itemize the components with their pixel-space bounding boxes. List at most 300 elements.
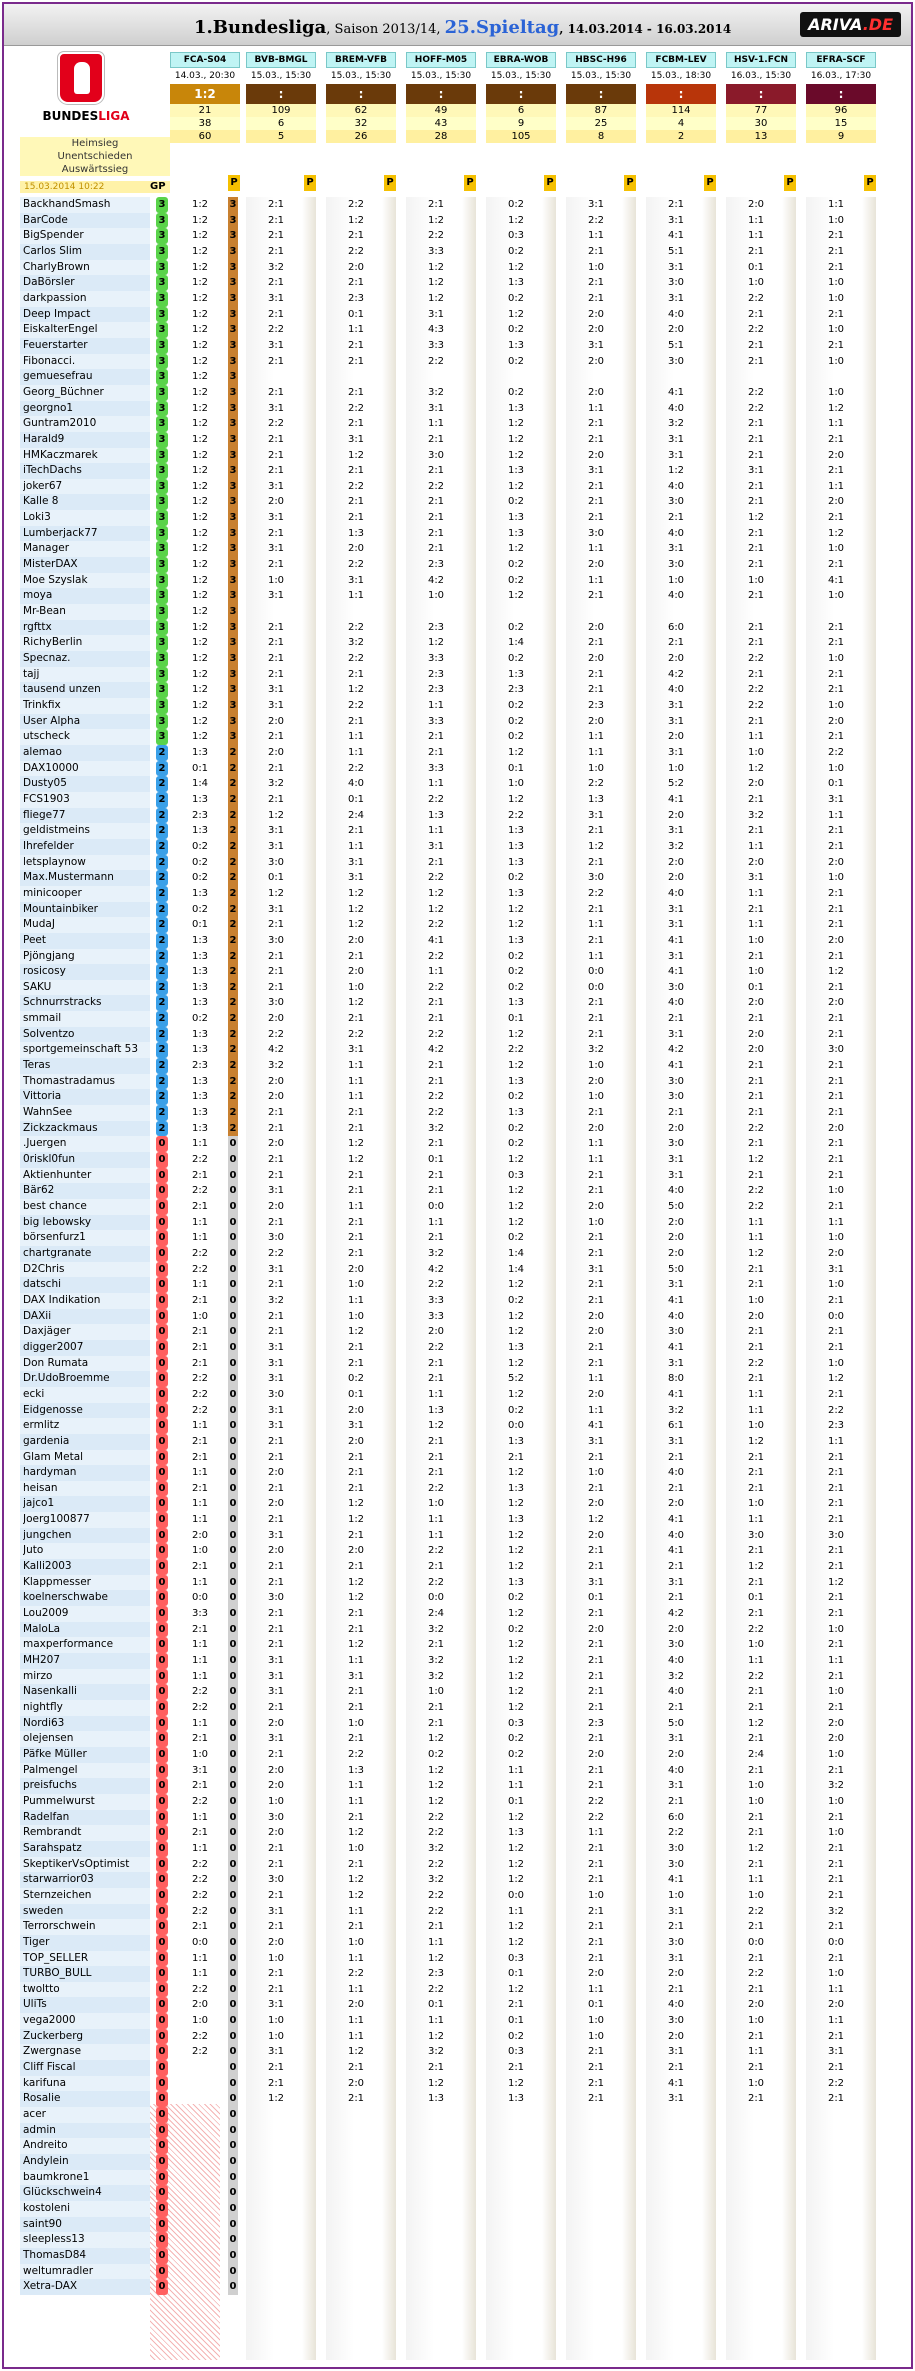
player-name[interactable]: hardyman [23,1466,77,1479]
player-name[interactable]: maxperformance [23,1638,114,1651]
player-name[interactable]: sportgemeinschaft 53 [23,1043,139,1056]
player-name[interactable]: Kalle 8 [23,495,59,508]
stat-unentschieden: 43 [406,117,476,130]
player-name[interactable]: Päfke Müller [23,1747,87,1760]
table-row [20,1246,890,1262]
match-header-fcbm-lev[interactable] [646,52,716,143]
match-header-hbsc-h96[interactable] [566,52,636,143]
gp-badge: 2 [156,823,168,839]
player-name[interactable]: smmail [23,1012,62,1025]
tip-cell: 3:0 [667,1936,685,1948]
tip-cell: 1:0 [827,1686,845,1698]
player-name[interactable]: Loki3 [23,511,51,524]
table-row [20,1559,890,1575]
tip-cell: 2:1 [267,1983,285,1995]
table-row [20,557,890,573]
player-name[interactable]: Radelfan [23,1810,70,1823]
tip-cell: 1:0 [267,1795,285,1807]
tip-cell: 2:2 [191,2030,209,2042]
player-name[interactable]: geldistmeins [23,824,90,837]
tip-cell: 1:3 [507,840,525,852]
tip-cell: 2:1 [267,527,285,539]
player-name[interactable]: nightfly [23,1701,63,1713]
tip-cell: 2:2 [827,1404,845,1416]
tip-cell: 2:2 [587,1811,605,1823]
tip-cell: 1:2 [191,700,209,711]
tip-cell: 2:1 [747,1576,765,1588]
stat-label-unentschieden: Unentschieden [20,150,170,163]
player-name[interactable]: Tiger [23,1935,50,1948]
tip-cell: 2:2 [427,480,445,492]
player-name[interactable]: sleepless13 [23,2233,85,2246]
tip-cell: 1:2 [191,527,209,539]
player-name[interactable]: Andreito [23,2139,68,2152]
tip-cell: 4:0 [667,402,685,414]
tip-cell: 4:0 [667,1999,685,2011]
tip-cell: 1:2 [507,1529,525,1541]
player-name[interactable]: Vittoria [23,1090,62,1103]
player-name[interactable]: Schnurrstracks [23,996,102,1009]
tip-cell: 1:2 [507,1216,525,1228]
tip-cell: 3:1 [267,1373,285,1385]
tip-cell: 2:1 [427,1075,445,1087]
tip-cell: 0:1 [747,1592,765,1604]
tip-cell: 2:1 [347,496,365,508]
tip-cell: 2:0 [747,1999,765,2011]
tip-cell: 2:2 [427,1576,445,1588]
player-name[interactable]: BigSpender [23,229,84,242]
player-name[interactable]: Kalli2003 [23,1560,72,1573]
player-name[interactable]: Mr-Bean [23,605,66,618]
tip-cell: 2:1 [827,668,845,680]
tip-cell: 2:1 [827,1138,845,1150]
tip-cell: 1:1 [507,1780,525,1792]
player-name[interactable]: Zuckerberg [23,2029,84,2042]
player-name[interactable]: Feuerstarter [23,338,88,351]
tip-cell: 1:2 [191,324,209,336]
tip-cell: 1:1 [347,1294,365,1306]
player-name[interactable]: karifuna [23,2076,67,2089]
points-cell: 3 [228,213,238,229]
player-name[interactable]: SAKU [23,980,52,993]
player-name[interactable]: Lou2009 [23,1607,69,1620]
tip-cell: 3:1 [667,1733,685,1745]
tip-cell: 2:1 [267,653,285,665]
player-name[interactable]: WahnSee [23,1106,73,1119]
ariva-logo[interactable] [800,12,901,37]
player-name[interactable]: rgfttx [23,620,52,633]
player-name[interactable]: Pummelwurst [23,1794,95,1807]
tip-cell: 2:1 [827,1498,845,1510]
gp-badge: 2 [156,839,168,855]
player-name[interactable]: Xetra-DAX [23,2280,78,2293]
player-name[interactable]: twoltto [23,1982,60,1995]
player-name[interactable]: best chance [23,1200,87,1212]
tip-cell: 2:1 [427,997,445,1009]
tip-cell: 2:1 [267,559,285,571]
match-header-efra-scf[interactable] [806,52,876,143]
player-name[interactable]: MaloLa [23,1622,61,1635]
table-row [20,448,890,464]
tip-cell: 2:1 [747,480,765,492]
player-name[interactable]: darkpassion [23,291,87,304]
player-name[interactable]: iTechDachs [23,464,82,477]
table-row [20,886,890,902]
player-name[interactable]: CharlyBrown [23,260,90,273]
tip-cell: 0:1 [507,1013,525,1025]
player-name[interactable]: Peet [23,933,46,946]
points-cell: 0 [228,1168,238,1184]
player-name[interactable]: mirzo [23,1669,53,1682]
player-name[interactable]: Guntram2010 [23,417,97,430]
points-cell: 3 [228,401,238,417]
player-name[interactable]: olejensen [23,1732,74,1745]
tip-cell: 2:1 [587,1733,605,1745]
tip-cell: 2:1 [747,433,765,445]
player-name[interactable]: 0riskl0fun [23,1153,76,1166]
tip-cell: 1:2 [827,1576,845,1588]
player-name[interactable]: chartgranate [23,1246,92,1259]
tip-cell: 2:1 [267,1326,285,1338]
player-name[interactable]: börsenfurz1 [23,1231,86,1244]
tip-cell: 4:0 [667,1686,685,1698]
tip-cell: 1:2 [427,1764,445,1776]
tip-cell: 1:2 [427,903,445,915]
player-name[interactable]: fliege77 [23,808,66,821]
player-name[interactable]: Glückschwein4 [23,2186,102,2199]
points-cell: 0 [228,1215,238,1231]
player-name[interactable]: Trinkfix [23,699,61,711]
player-name[interactable]: SkeptikerVsOptimist [23,1857,130,1870]
gp-badge: 0 [156,1997,168,2013]
tip-cell: 1:3 [507,277,525,289]
tip-cell: 2:1 [587,418,605,430]
player-name[interactable]: minicooper [23,886,82,899]
player-name[interactable]: admin [23,2123,56,2136]
tip-cell: 1:1 [347,731,365,743]
player-name[interactable]: weltumradler [23,2264,94,2277]
player-name[interactable]: Nordi63 [23,1716,65,1729]
tip-cell: 2:1 [827,308,845,320]
player-name[interactable]: Thomastradamus [23,1074,115,1087]
tip-cell: 1:1 [747,1514,765,1526]
tip-cell: 2:1 [827,684,845,696]
tip-cell: 2:0 [667,856,685,868]
match-header-hoff-m05[interactable] [406,52,476,143]
tip-cell: 3:1 [347,872,365,884]
tip-cell: 2:1 [587,2077,605,2089]
player-name[interactable]: UliTs [23,1998,47,2011]
player-name[interactable]: Joerg100877 [23,1513,90,1526]
tip-cell: 2:1 [191,1780,209,1792]
player-name[interactable]: MisterDAX [23,558,78,571]
tip-cell: 2:1 [587,997,605,1009]
tip-cell: 1:2 [507,433,525,445]
tip-cell: 3:2 [427,1122,445,1134]
tip-cell: 1:1 [427,1514,445,1526]
points-cell: 3 [228,416,238,432]
player-name[interactable]: Zickzackmaus [23,1121,98,1134]
tip-cell: 1:3 [191,793,209,805]
player-name[interactable]: MH207 [23,1654,60,1667]
tip-cell: 2:1 [587,1608,605,1620]
tip-cell: 3:2 [667,840,685,852]
player-name[interactable]: Rosalie [23,2092,61,2105]
player-name[interactable]: Zwergnase [23,2045,82,2058]
player-name[interactable]: Manager [23,542,70,555]
player-name[interactable]: MudaJ [23,918,55,931]
table-row [20,1543,890,1559]
tip-cell: 1:2 [267,809,285,821]
player-name[interactable]: Deep Impact [23,307,91,320]
match-header-fca-s04[interactable] [170,52,240,143]
tip-cell: 2:1 [827,1201,845,1212]
tip-cell: 2:3 [347,292,365,304]
season-label: , Saison 2013/14, [326,22,445,37]
table-row [20,1731,890,1747]
table-row [20,855,890,871]
player-name[interactable]: Fibonacci. [23,354,76,367]
gp-badge: 2 [156,980,168,996]
tip-cell: 2:0 [347,2077,365,2089]
player-name[interactable]: Ihrefelder [23,839,74,852]
tip-cell: 1:2 [507,1608,525,1620]
matchday-label[interactable]: 25.Spieltag [444,17,560,38]
player-name[interactable]: Terrorschwein [23,1920,96,1933]
tip-cell: 1:1 [747,2046,765,2058]
player-name[interactable]: RichyBerlin [23,636,83,649]
gp-badge: 0 [156,1356,168,1372]
tip-cell: 1:1 [347,1655,365,1667]
player-name[interactable]: Aktienhunter [23,1168,92,1181]
table-row [20,808,890,824]
tip-cell: 1:2 [827,402,845,414]
player-name[interactable]: BarCode [23,213,68,226]
player-name[interactable]: Harald9 [23,432,65,445]
tip-cell: 1:0 [827,872,845,884]
tip-cell: 3:0 [667,1138,685,1150]
player-name[interactable]: TOP_SELLER [23,1951,89,1964]
tip-cell: 2:1 [267,762,285,774]
points-cell: 0 [228,1700,238,1716]
player-name[interactable]: Lumberjack77 [23,526,98,539]
tip-cell: 2:1 [267,1514,285,1526]
tip-cell: 2:1 [747,621,765,633]
player-name[interactable]: Rembrandt [23,1826,82,1839]
player-name[interactable]: Bär62 [23,1184,55,1197]
player-name[interactable]: letsplaynow [23,855,86,868]
tip-cell: 0:2 [191,840,209,852]
tip-cell: 2:1 [587,856,605,868]
tip-cell: 3:0 [267,1388,285,1400]
player-name[interactable]: Sternzeichen [23,1888,92,1901]
tip-cell: 2:1 [667,199,685,210]
gp-badge: 2 [156,745,168,761]
tip-cell: 1:2 [507,2077,525,2089]
player-name[interactable]: Andylein [23,2155,69,2168]
gp-badge: 0 [156,1669,168,1685]
gp-badge: 0 [156,1637,168,1653]
tip-cell: 1:0 [347,981,365,993]
gp-badge: 0 [156,1778,168,1794]
player-name[interactable]: saint90 [23,2217,62,2230]
player-name[interactable]: georgno1 [23,401,74,414]
points-cell: 3 [228,635,238,651]
player-name[interactable]: Dr.UdoBroemme [23,1372,110,1385]
points-cell: 0 [228,1403,238,1419]
player-name[interactable]: gardenia [23,1434,70,1447]
match-header-ebra-wob[interactable] [486,52,556,143]
player-name[interactable]: tausend unzen [23,683,101,696]
tip-cell: 1:0 [347,1279,365,1291]
player-name[interactable]: TURBO_BULL [23,1967,92,1980]
player-name[interactable]: ecki [23,1387,45,1400]
player-name[interactable]: D2Chris [23,1262,65,1275]
tip-cell: 2:1 [267,1435,285,1447]
tip-cell: 1:3 [507,1107,525,1119]
player-name[interactable]: BackhandSmash [23,198,111,210]
player-name[interactable]: DAXii [23,1309,52,1322]
table-row [20,933,890,949]
gp-badge: 3 [156,494,168,510]
player-name[interactable]: Klappmesser [23,1575,91,1588]
player-name[interactable]: alemao [23,745,62,758]
player-name[interactable]: Juto [23,1544,44,1557]
player-name[interactable]: big lebowsky [23,1215,92,1228]
tip-cell: 2:0 [667,1498,685,1510]
tip-cell: 3:1 [667,1905,685,1917]
points-cell: 2 [228,745,238,761]
player-name[interactable]: Nasenkalli [23,1685,77,1698]
tip-cell: 1:0 [587,1467,605,1479]
player-name[interactable]: Moe Szyslak [23,573,88,586]
player-name[interactable]: rosicosy [23,965,66,978]
stat-heimsieg: 114 [646,104,716,117]
tip-cell: 2:1 [267,1623,285,1635]
table-row [20,1919,890,1935]
gp-badge: 3 [156,385,168,401]
player-name[interactable]: utscheck [23,730,70,743]
player-name[interactable]: FCS1903 [23,792,70,805]
tip-cell: 3:0 [667,277,685,289]
player-name[interactable]: moya [23,589,53,602]
match-header-bvb-bmgl[interactable] [246,52,316,143]
match-header-hsv-1.fcn[interactable] [726,52,796,143]
player-name[interactable]: Carlos Slim [23,244,82,257]
player-name[interactable]: User Alpha [23,714,81,727]
player-name[interactable]: EiskalterEngel [23,323,98,336]
player-name[interactable]: jungchen [23,1528,72,1541]
points-cell: 0 [228,1716,238,1732]
player-name[interactable]: sweden [23,1904,64,1917]
tip-cell: 4:0 [667,1764,685,1776]
tip-cell: 1:1 [347,1201,365,1212]
tip-cell: 2:1 [827,261,845,273]
player-name[interactable]: Palmengel [23,1763,78,1776]
player-name[interactable]: Daxjäger [23,1325,71,1338]
tip-cell: 2:2 [267,324,285,336]
tip-cell: 2:1 [347,2093,365,2105]
tip-cell: 1:0 [667,762,685,774]
player-name[interactable]: kostoleni [23,2202,71,2214]
tip-cell: 2:1 [347,1811,365,1823]
player-name[interactable]: preisfuchs [23,1779,77,1792]
gp-badge: 0 [156,1293,168,1309]
player-name[interactable]: Teras [23,1059,51,1072]
tip-cell: 0:2 [507,1122,525,1134]
player-name[interactable]: starwarrior03 [23,1873,94,1886]
tip-cell: 4:0 [667,684,685,696]
table-row [20,369,890,385]
gp-badge: 3 [156,698,168,714]
player-name[interactable]: vega2000 [23,2014,76,2027]
player-name[interactable]: .Juergen [23,1137,67,1150]
player-name[interactable]: Eidgenosse [23,1403,83,1416]
tip-cell: 2:0 [827,997,845,1009]
player-name[interactable]: DAX Indikation [23,1293,101,1306]
player-name[interactable]: Mountainbiker [23,902,98,915]
tip-cell: 2:1 [587,1702,605,1713]
player-name[interactable]: gemuesefrau [23,370,93,383]
player-name[interactable]: DaBörsler [23,276,75,289]
player-name[interactable]: baumkrone1 [23,2170,90,2183]
player-name[interactable]: Sarahspatz [23,1841,82,1854]
player-name[interactable]: ThomasD84 [23,2248,87,2261]
tip-cell: 1:0 [827,277,845,289]
player-name[interactable]: Glam Metal [23,1450,84,1463]
player-name[interactable]: Specnaz. [23,652,71,665]
tip-cell: 2:1 [191,1294,209,1306]
tip-cell: 1:1 [347,1060,365,1072]
tip-cell: 2:0 [347,966,365,978]
tip-cell: 1:1 [587,919,605,931]
player-name[interactable]: DAX10000 [23,761,79,774]
player-name[interactable]: Dusty05 [23,777,67,790]
tip-cell: 2:2 [747,1670,765,1682]
player-name[interactable]: datschi [23,1278,62,1291]
tip-cell: 0:1 [191,762,209,774]
player-name[interactable]: tajj [23,667,40,680]
player-name[interactable]: Max.Mustermann [23,871,114,884]
player-name[interactable]: acer [23,2108,46,2121]
table-row [20,197,890,213]
tip-cell: 1:0 [667,574,685,586]
player-name[interactable]: HMKaczmarek [23,448,98,461]
tip-cell: 1:2 [507,1983,525,1995]
tip-cell: 2:1 [347,512,365,524]
player-name[interactable]: koelnerschwabe [23,1591,108,1604]
player-name[interactable]: heisan [23,1481,58,1494]
player-name[interactable]: joker67 [23,479,63,492]
player-name[interactable]: Solventzo [23,1027,75,1040]
gp-badge: 0 [156,1136,168,1152]
tip-cell: 0:0 [507,1889,525,1901]
tip-cell: 2:0 [667,1122,685,1134]
player-name[interactable]: jajco1 [23,1497,55,1510]
tip-cell: 1:1 [747,1404,765,1416]
points-cell: 0 [228,1543,238,1559]
player-name[interactable]: Georg_Büchner [23,385,104,398]
match-header-brem-vfb[interactable] [326,52,396,143]
tip-cell: 2:1 [587,1451,605,1463]
player-name[interactable]: Pjöngjang [23,949,75,962]
player-name[interactable]: Don Rumata [23,1356,89,1369]
tip-cell: 1:3 [507,527,525,539]
player-name[interactable]: ermlitz [23,1419,60,1432]
player-name[interactable]: Cliff Fiscal [23,2061,76,2074]
tip-cell: 2:1 [587,1670,605,1682]
player-name[interactable]: digger2007 [23,1340,84,1353]
